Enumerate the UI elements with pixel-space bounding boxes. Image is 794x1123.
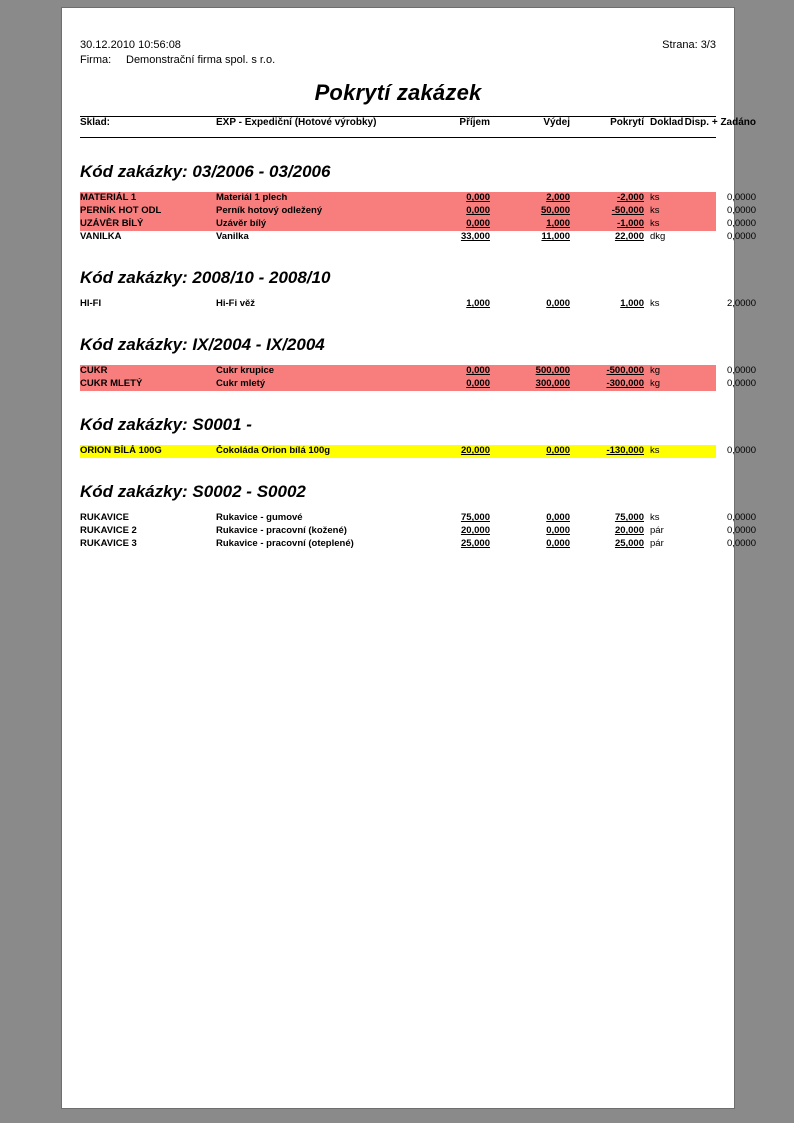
row-pokryti: -300,000 bbox=[606, 378, 644, 389]
row-prijem: 75,000 bbox=[460, 512, 490, 523]
row-code: CUKR bbox=[80, 365, 108, 376]
row-pokryti: 25,000 bbox=[614, 538, 644, 549]
table-row[interactable] bbox=[80, 205, 756, 218]
row-code: MATERIÁL 1 bbox=[80, 192, 137, 203]
row-code: VANILKA bbox=[80, 231, 122, 242]
row-pokryti: -2,000 bbox=[617, 192, 644, 203]
row-unit: ks bbox=[650, 192, 660, 203]
firm-line bbox=[80, 53, 716, 68]
row-prijem: 0,000 bbox=[466, 218, 490, 229]
row-unit: ks bbox=[650, 298, 660, 309]
row-pokryti: -130,000 bbox=[606, 445, 644, 456]
row-pokryti: 75,000 bbox=[614, 512, 644, 523]
row-code: PERNÍK HOT ODL bbox=[80, 205, 162, 216]
group-title: Kód zakázky: 2008/10 - 2008/10 bbox=[80, 268, 331, 287]
row-unit: dkg bbox=[650, 231, 666, 242]
row-vydej: 300,000 bbox=[535, 378, 570, 389]
row-unit: ks bbox=[650, 445, 660, 456]
page-title: Pokrytí zakázek bbox=[314, 80, 482, 105]
row-pokryti: -50,000 bbox=[611, 205, 644, 216]
report-content bbox=[80, 38, 756, 553]
col-vydej: Výdej bbox=[543, 117, 570, 128]
row-prijem: 0,000 bbox=[466, 192, 490, 203]
group-title: Kód zakázky: IX/2004 - IX/2004 bbox=[80, 335, 325, 354]
row-code: CUKR MLETÝ bbox=[80, 378, 143, 389]
row-prijem: 33,000 bbox=[460, 231, 490, 242]
row-pokryti: 20,000 bbox=[614, 525, 644, 536]
row-code: ORION BÍLÁ 100G bbox=[80, 445, 162, 456]
row-vydej: 0,000 bbox=[546, 538, 570, 549]
row-unit: ks bbox=[650, 205, 660, 216]
print-datetime: 30.12.2010 10:56:08 bbox=[80, 39, 181, 51]
row-unit: pár bbox=[650, 538, 664, 549]
table-row[interactable] bbox=[80, 445, 756, 458]
row-name: Rukavice - gumové bbox=[216, 512, 303, 523]
firm-value: Demonstrační firma spol. s r.o. bbox=[126, 54, 276, 66]
row-disp: 0,0000 bbox=[726, 365, 756, 376]
row-name: Perník hotový odležený bbox=[216, 205, 323, 216]
row-prijem: 20,000 bbox=[460, 445, 490, 456]
table-row[interactable] bbox=[80, 298, 756, 311]
col-sklad-value: EXP - Expediční (Hotové výrobky) bbox=[216, 117, 377, 128]
report-groups bbox=[80, 162, 756, 551]
row-code: RUKAVICE 2 bbox=[80, 525, 137, 536]
row-prijem: 0,000 bbox=[466, 378, 490, 389]
row-vydej: 500,000 bbox=[535, 365, 570, 376]
row-name: Hi-Fi věž bbox=[216, 298, 256, 309]
row-pokryti: -1,000 bbox=[617, 218, 644, 229]
table-row[interactable] bbox=[80, 512, 756, 525]
group-rows bbox=[80, 192, 756, 244]
row-code: RUKAVICE bbox=[80, 512, 129, 523]
row-disp: 0,0000 bbox=[726, 218, 756, 229]
row-disp: 0,0000 bbox=[726, 192, 756, 203]
row-name: Cukr krupice bbox=[216, 365, 275, 376]
row-name: Čokoláda Orion bílá 100g bbox=[216, 445, 331, 456]
col-sklad-label: Sklad: bbox=[80, 117, 111, 128]
col-pokryti: Pokrytí bbox=[610, 117, 644, 128]
row-vydej: 0,000 bbox=[546, 512, 570, 523]
row-prijem: 20,000 bbox=[460, 525, 490, 536]
row-disp: 0,0000 bbox=[726, 512, 756, 523]
row-disp: 0,0000 bbox=[726, 525, 756, 536]
row-vydej: 50,000 bbox=[540, 205, 570, 216]
row-code: UZÁVĚR BÍLÝ bbox=[80, 218, 144, 229]
row-pokryti: 22,000 bbox=[614, 231, 644, 242]
row-unit: ks bbox=[650, 218, 660, 229]
row-code: RUKAVICE 3 bbox=[80, 538, 137, 549]
report-meta-top bbox=[80, 38, 716, 53]
row-vydej: 0,000 bbox=[546, 445, 570, 456]
row-pokryti: 1,000 bbox=[620, 298, 644, 309]
group-rows bbox=[80, 512, 756, 551]
group-title: Kód zakázky: 03/2006 - 03/2006 bbox=[80, 162, 331, 181]
group-rows bbox=[80, 365, 756, 391]
row-code: HI-FI bbox=[80, 298, 102, 309]
group-rows bbox=[80, 445, 756, 458]
row-prijem: 0,000 bbox=[466, 365, 490, 376]
group-rows bbox=[80, 298, 756, 311]
row-vydej: 0,000 bbox=[546, 298, 570, 309]
row-name: Cukr mletý bbox=[216, 378, 266, 389]
row-prijem: 25,000 bbox=[460, 538, 490, 549]
table-header bbox=[80, 116, 756, 138]
group-title: Kód zakázky: S0002 - S0002 bbox=[80, 482, 306, 501]
row-name: Vanilka bbox=[216, 231, 249, 242]
row-name: Materiál 1 plech bbox=[216, 192, 288, 203]
row-disp: 0,0000 bbox=[726, 445, 756, 456]
row-vydej: 11,000 bbox=[541, 231, 570, 242]
table-row[interactable] bbox=[80, 525, 756, 538]
row-name: Rukavice - pracovní (kožené) bbox=[216, 525, 347, 536]
page-number: Strana: 3/3 bbox=[662, 39, 716, 51]
table-header-row bbox=[80, 117, 756, 137]
col-prijem: Příjem bbox=[459, 117, 490, 128]
row-prijem: 0,000 bbox=[466, 205, 490, 216]
row-unit: kg bbox=[650, 378, 661, 389]
col-doklad: Doklad bbox=[650, 117, 684, 128]
row-disp: 0,0000 bbox=[726, 538, 756, 549]
row-name: Rukavice - pracovní (oteplené) bbox=[216, 538, 354, 549]
row-prijem: 1,000 bbox=[466, 298, 490, 309]
row-unit: pár bbox=[650, 525, 664, 536]
row-vydej: 0,000 bbox=[546, 525, 570, 536]
row-disp: 2,0000 bbox=[726, 298, 756, 309]
report-sheet bbox=[62, 8, 756, 1108]
row-unit: kg bbox=[650, 365, 661, 376]
table-row[interactable] bbox=[80, 192, 756, 205]
row-name: Uzávěr bílý bbox=[216, 218, 267, 229]
table-row[interactable] bbox=[80, 378, 756, 391]
row-disp: 0,0000 bbox=[726, 231, 756, 242]
row-vydej: 2,000 bbox=[546, 192, 570, 203]
row-disp: 0,0000 bbox=[726, 205, 756, 216]
col-disp: Disp. + Zadáno bbox=[684, 117, 756, 128]
row-vydej: 1,000 bbox=[546, 218, 570, 229]
table-row[interactable] bbox=[80, 538, 756, 551]
firm-label: Firma: bbox=[80, 54, 112, 66]
table-row[interactable] bbox=[80, 218, 756, 231]
row-pokryti: -500,000 bbox=[606, 365, 644, 376]
table-row[interactable] bbox=[80, 365, 756, 378]
table-row[interactable] bbox=[80, 231, 756, 244]
row-disp: 0,0000 bbox=[726, 378, 756, 389]
group-title: Kód zakázky: S0001 - bbox=[80, 415, 252, 434]
row-unit: ks bbox=[650, 512, 660, 523]
